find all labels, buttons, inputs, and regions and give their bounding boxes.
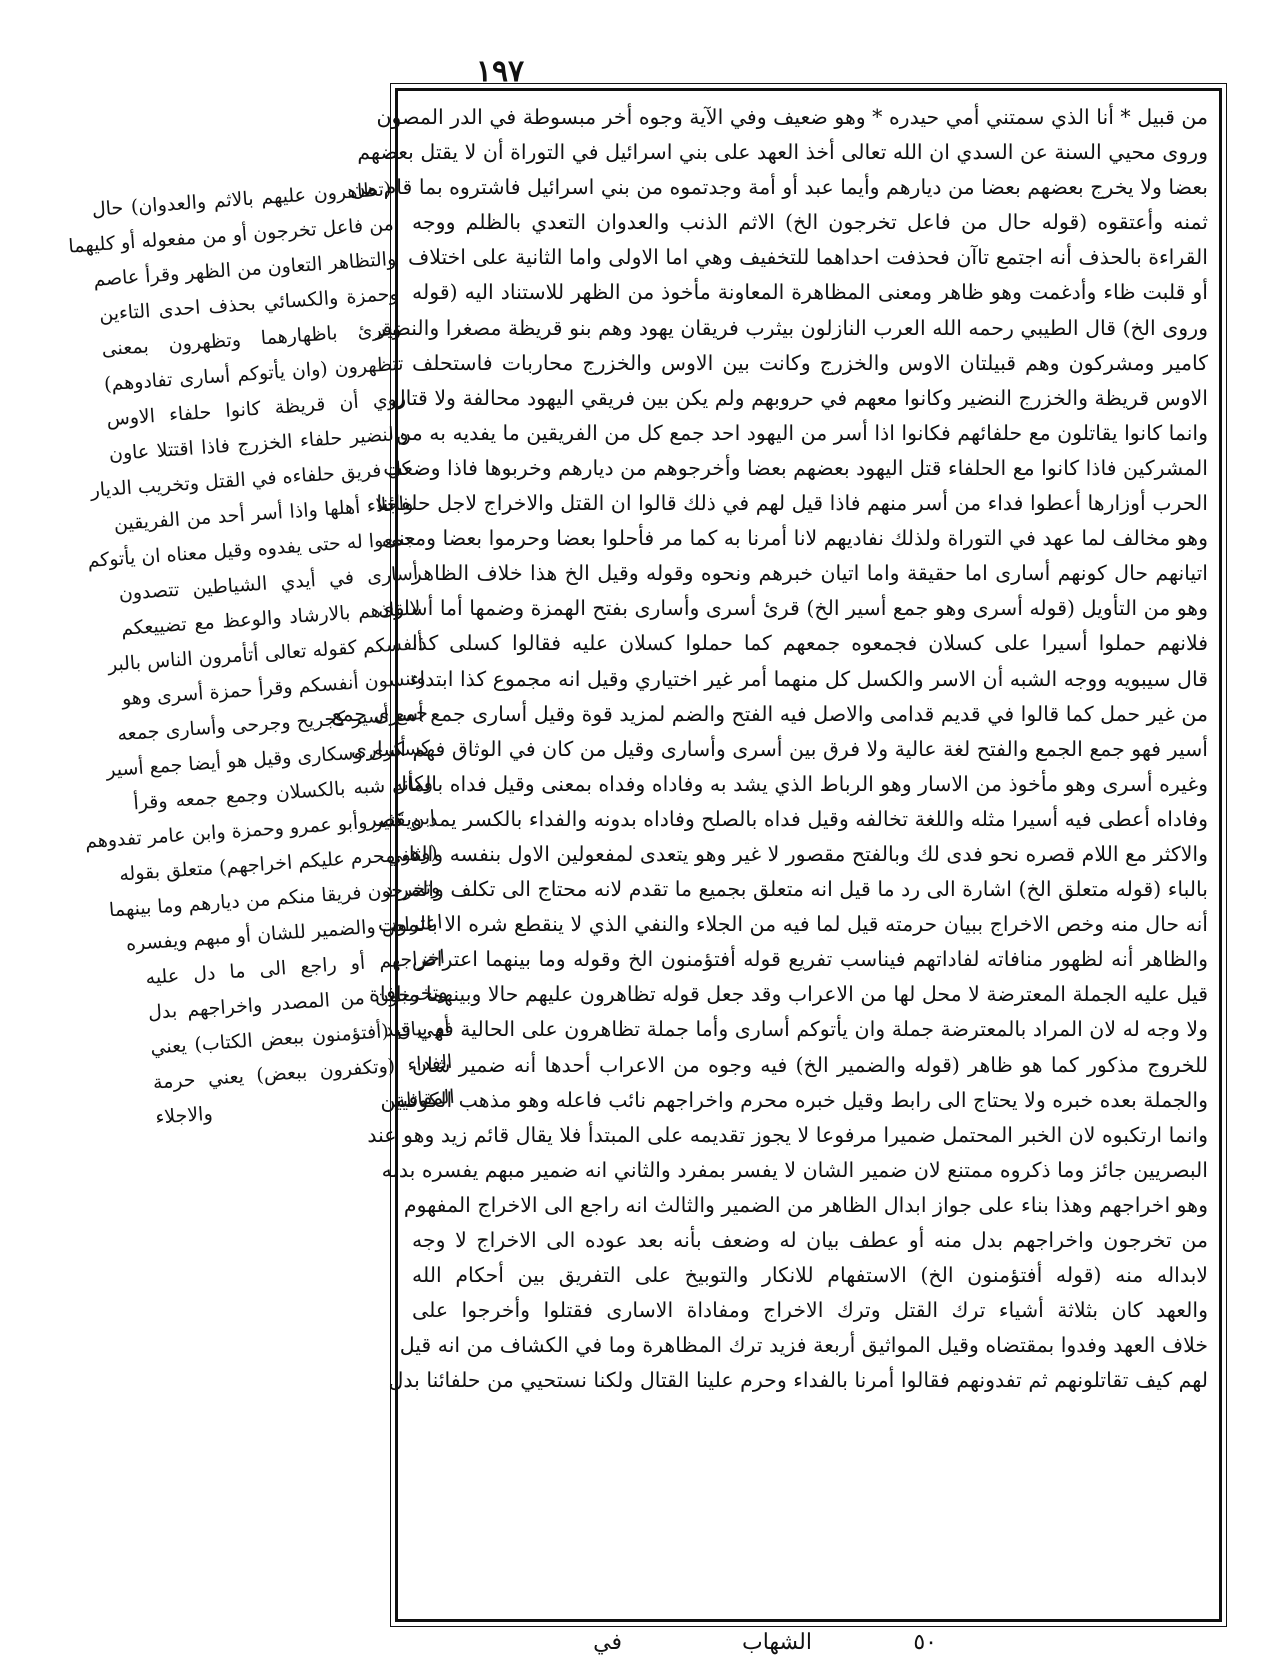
main-text-line: من تخرجون واخراجهم بدل منه أو عطف بيان له وضعف بأنه بعد عوده الى الاخراج لا وجه bbox=[412, 1228, 1208, 1252]
main-text-line: البصريين جائز وما ذكروه ممتنع لان ضمير الشان لا يفسر بمفرد والثاني انه ضمير مبهم يفسره بدله bbox=[381, 1157, 1208, 1182]
main-text-line: كامير ومشركون وهم قبيلتان الاوس والخزرج وكانت بين الاوس والخزرج محاربات فاستحلف bbox=[412, 350, 1208, 375]
side-text-line: اخراجهم أو راجع الى ما دل عليه bbox=[144, 946, 446, 989]
main-text-line: أسير فهو جمع الجمع والفتح لغة عالية ولا فرق بين أسرى وأسارى وقيل من كان في الوثاق فهم أسارى bbox=[350, 736, 1208, 761]
side-text-line: كل فريق حلفاءه في القتل وتخريب الديار bbox=[89, 457, 412, 502]
main-text-line: لابداله منه (قوله أفتؤمنون الخ) الاستفهام للانكار والتوبيخ على التفريق بين أحكام الله bbox=[412, 1263, 1208, 1288]
main-text-line: وانما ارتكبوه لان الخبر المحتمل ضميرا مرفوعا لا يجوز تقديمه على المبتدأ فلا يقال قائم زيد وهو عند bbox=[367, 1122, 1208, 1147]
main-text-line: بالباء (قوله متعلق الخ) اشارة الى رد ما قيل انه متعلق بجميع ما تقدم لانه محتاج الى تكلف والمراد bbox=[384, 877, 1208, 902]
side-text-line: ابن كثير وأبو عمرو وحمزة وابن عامر تفدوهم bbox=[84, 806, 436, 853]
side-text-line: اعتراض والضمير للشان أو مبهم ويفسره bbox=[125, 911, 444, 956]
main-text-line: وهو مخالف لما عهد في التوراة ولذلك نفاديهم لانا أمرنا به كما مر فأحلوا بعضا وحرموا بعضا ومعنى bbox=[381, 526, 1208, 551]
side-text-line: وقرئ باظهارهما وتظهرون بمعنى bbox=[100, 317, 402, 361]
side-text-line: واجلاء أهلها واذا أسر أحد من الفريقين bbox=[113, 492, 414, 536]
side-text-line: لانقاذهم بالارشاد والوعظ مع تضييعكم bbox=[120, 596, 422, 640]
side-text-line: تتظهرون (وان يأتوكم أسارى تفادوهم) bbox=[103, 352, 405, 396]
signature-number: ٥٠ bbox=[913, 1630, 937, 1655]
side-text-line: والنضير حلفاء الخزرج فاذا اقتتلا عاون bbox=[108, 422, 410, 466]
book-title: الشهاب bbox=[742, 1630, 812, 1655]
main-text-line: قال سيبويه ووجه الشبه أن الاسر والكسل كل منهما أمر غير اختياري وقيل انه مجموع كذا ابتداء bbox=[409, 666, 1208, 691]
main-text-line: فلانهم حملوا أسيرا على كسلان فجمعوه جمعهم كما حملوا كسلان عليه فقالوا كسلى كذا bbox=[412, 631, 1208, 656]
side-text-line: (تظاهرون عليهم بالاثم والعدوان) حال bbox=[91, 177, 392, 221]
main-text-line: وغيره أسرى وهو مأخوذ من الاسار وهو الرباط الذي يشد به وفاداه وفداه بمعنى وقيل فداه بالمال bbox=[392, 771, 1208, 796]
side-text-line: الفداء (وتكفرون ببعض) يعني حرمة bbox=[152, 1050, 453, 1094]
main-text-line: والظاهر أنه لظهور منافاته لفاداتهم فيناسب تفريع قوله أفتؤمنون الخ وقوله وما بينهما اعتراض bbox=[412, 947, 1208, 972]
side-text-line: وتنسون أنفسكم وقرأ حمزة أسرى وهو bbox=[121, 666, 427, 710]
main-text-line: الحرب أوزارها أعطوا فداء من أسر منهم فاذا قيل لهم في ذلك قالوا ان القتل والاخراج لاجل حلفائنا bbox=[376, 491, 1208, 516]
side-text-line: من فاعل تخرجون أو من مفعوله أو كليهما bbox=[67, 212, 395, 258]
side-text-line: أو بيان (أفتؤمنون ببعض الكتاب) يعني bbox=[149, 1015, 451, 1059]
main-text-line: بعضا ولا يخرج بعضهم بعضا من ديارهم وأيما عبد أو أمة وجدتموه من بني اسرائيل فاشتروه بما قام من bbox=[350, 175, 1208, 200]
main-text-line: اتيانهم حال كونهم أسارى اما حقيقة واما اتيان خبرهم ونحوه وقوله وقيل الخ هذا خلاف الظاهر bbox=[412, 561, 1208, 586]
side-text-line: والتظاهر التعاون من الظهر وقرأ عاصم bbox=[92, 247, 397, 291]
main-text-line: أنه حال منه وخص الاخراج ببيان حرمته قيل لما فيه من الجلاء والنفي الذي لا ينقطع شره الا بالموت bbox=[377, 912, 1208, 937]
main-text-line: وهو من التأويل (قوله أسرى وهو جمع أسير الخ) قرئ أسرى وأسارى بفتح الهمزة وضمها أما أسارى bbox=[378, 596, 1208, 621]
main-text-line: قيل عليه الجملة المعترضة لا محل لها من الاعراب وقد جعل قوله تظاهرون عليهم حالا وبينهما منافاة bbox=[369, 982, 1208, 1007]
side-text-line: أنفسكم كقوله تعالى أتأمرون الناس بالبر bbox=[107, 631, 424, 676]
main-text-line: وانما كانوا يقاتلون مع حلفائهم فكانوا اذا أسر من اليهود احد جمع كل من الفريقين ما يفديه به من bbox=[396, 420, 1208, 445]
side-text-line: كسكرى وسكارى وقيل هو أيضا جمع أسير bbox=[105, 736, 432, 782]
side-text-line: وكأنه شبه بالكسلان وجمع جمعه وقرأ bbox=[132, 771, 434, 815]
main-text-line: ثمنه وأعتقوه (قوله حال من فاعل تخرجون الخ) الاثم الذنب والعدوان التعدي بالظلم ووجه bbox=[412, 210, 1208, 235]
main-text-line: من قبيل * أنا الذي سمتني أمي حيدره * وهو ضعيف وفي الآية وجوه أخر مبسوطة في الدر المصون bbox=[376, 105, 1208, 129]
main-text-line: القراءة بالحذف أنه اجتمع تاآن فحذفت احداهما للتخفيف وهي اما الاولى واما الثانية على اختلاف bbox=[407, 245, 1208, 270]
main-text-line: والعهد كان بثلاثة أشياء ترك القتل وترك الاخراج ومفاداة الاسارى فقتلوا وأخرجوا على bbox=[412, 1298, 1208, 1323]
main-text-line: للخروج مذكور كما هو ظاهر (قوله والضمير الخ) فيه وجوه من الاعراب أحدها أنه ضمير شان bbox=[412, 1052, 1208, 1077]
main-text-line: لهم كيف تقاتلونهم ثم تفدونهم فقالوا أمرنا بالفداء وحرم علينا القتال ولكنا نستحيي من حلفائنا بدل bbox=[388, 1368, 1208, 1393]
main-text-line: المشركين فاذا كانوا مع الحلفاء قتل اليهود بعضهم بعضا وأخرجوهم من ديارهم وخربوها فاذا وضعت bbox=[383, 455, 1208, 480]
main-text-line: وروى الخ) قال الطيبي رحمه الله العرب النازلون بيثرب فريقان يهود وهم بنو قريظة مصغرا والنضير bbox=[375, 315, 1208, 340]
page-number: ١٩٧ bbox=[475, 54, 525, 89]
main-text-line: وفاداه أعطى فيه أسيرا مثله واللغة تخالفه وقيل فداه بالصلح وفاداه بدونه والفداء بالكسر يمد ويقصر bbox=[366, 806, 1208, 831]
side-text-line: روي أن قريظة كانوا حلفاء الاوس bbox=[105, 387, 407, 431]
side-text-line: أسارى في أيدي الشياطين تتصدون bbox=[118, 562, 419, 605]
footer bbox=[395, 1630, 1222, 1666]
main-text-line: والاكثر مع اللام قصره نحو فدى لك وبالفتح مقصور لا غير وهو يتعدى لمفعولين الاول بنفسه والثاني bbox=[386, 841, 1208, 866]
main-text-line: وهو اخراجهم وهذا بناء على جواز ابدال الظاهر من الضمير والثالث انه راجع الى الاخراج المفهوم bbox=[403, 1192, 1208, 1217]
side-text-line: وحمزة والكسائي بحذف احدى التاءين bbox=[98, 282, 400, 326]
side-text-line: وتخرجون فريقا منكم من ديارهم وما بينهما bbox=[108, 876, 441, 922]
main-text-line: من غير حمل كما قالوا في قديم قدامى والاصل فيه الفتح والضم لمزيد قوة وقيل أسارى جمع أسرى جمع bbox=[331, 701, 1208, 726]
main-text-line: والجملة بعده خبره ولا يحتاج الى رابط وقيل خبره محرم واخراجهم نائب فاعله وهو مذهب الكوفيين bbox=[380, 1087, 1208, 1112]
main-text-line: خلاف العهد وفدوا بمقتضاه وقيل المواثيق أربعة فزيد ترك المظاهرة وما في الكشاف من انه قيل bbox=[399, 1333, 1208, 1358]
main-text-line: ولا وجه له لان المراد بالمعترضة جملة وان يأتوكم أسارى وأما جملة تظاهرون على الحالية فهي قيد bbox=[384, 1017, 1208, 1042]
main-commentary bbox=[331, 100, 1208, 1610]
main-text-line: وروى محيي السنة عن السدي ان الله تعالى أخذ العهد على بني اسرائيل في التوراة أن لا يقتل بعضهم bbox=[357, 140, 1208, 165]
main-text-line: أو قلبت ظاء وأدغمت وهو ظاهر ومعنى المظاهرة المعاونة مأخوذ من الظهر للاستناد اليه (قوله bbox=[412, 280, 1208, 305]
side-text-line: جمع أسير كجريح وجرحى وأسارى جمعه bbox=[116, 701, 429, 746]
side-text-line: وتخرجون من المصدر واخراجهم بدل bbox=[147, 981, 449, 1024]
side-text-line: (وهو محرم عليكم اخراجهم) متعلق بقوله bbox=[118, 841, 439, 886]
side-text-line: جمعوا له حتى يفدوه وقيل معناه ان يأتوكم bbox=[86, 527, 417, 573]
catchword: في bbox=[593, 1630, 622, 1655]
side-text-line: المقاتلة والاجلاء bbox=[154, 1085, 456, 1129]
main-text-line: الاوس قريظة والخزرج النضير وكانوا معهم في حروبهم ولم يكن بين فريقي اليهود محالفة ولا قتال bbox=[390, 385, 1208, 410]
